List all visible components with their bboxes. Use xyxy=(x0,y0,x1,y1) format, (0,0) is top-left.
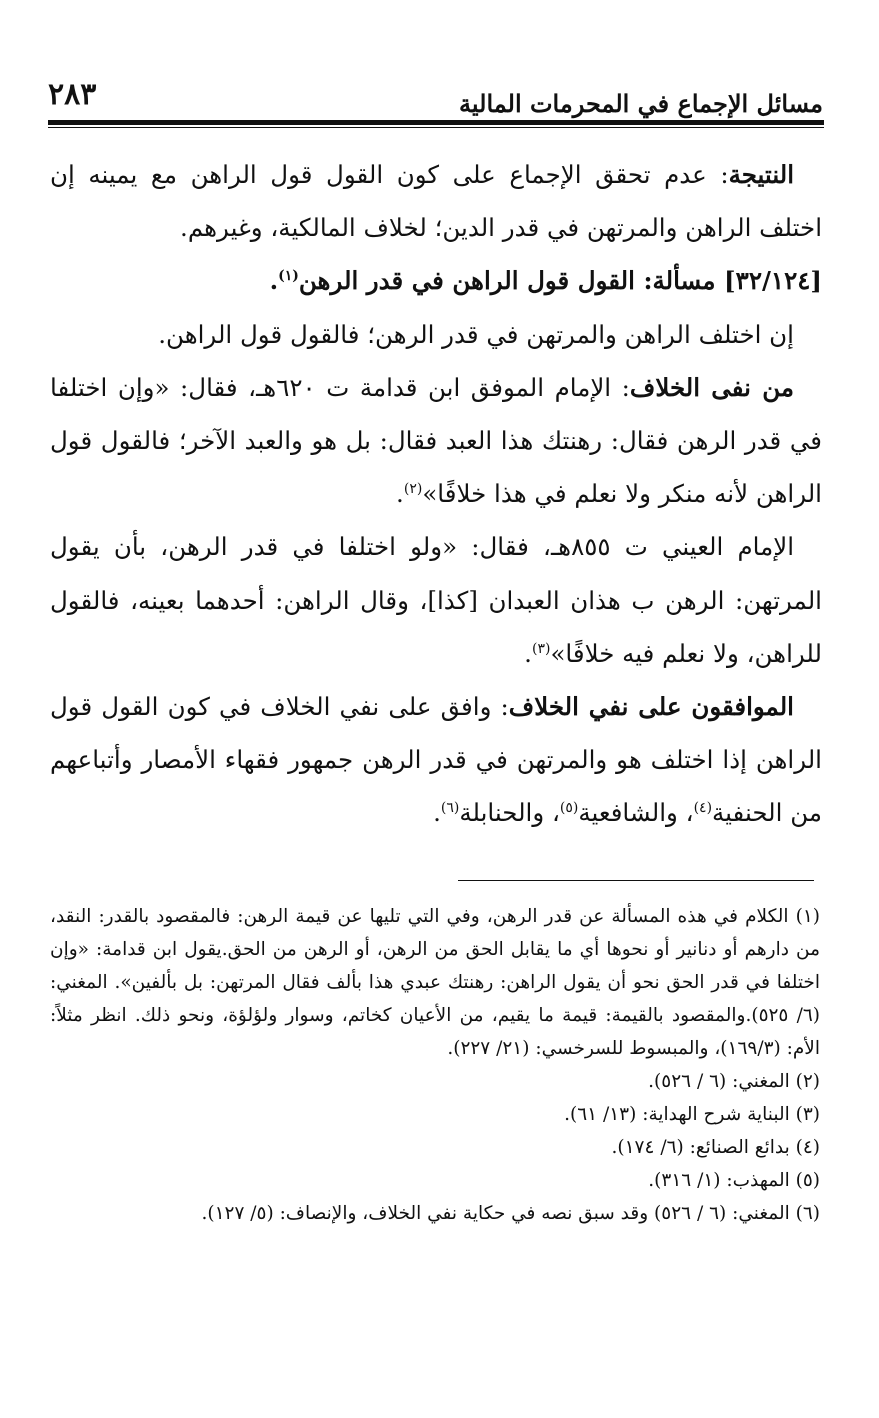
negators-paragraph xyxy=(50,361,822,521)
aini-paragraph xyxy=(50,520,822,680)
agreeing-paragraph xyxy=(50,680,822,840)
page-number: ٢٨٣ xyxy=(48,77,97,112)
aini-text: الإمام العيني ت ٨٥٥هـ، فقال: «ولو اختلفا في قدر الرهن، بأن يقول المرتهن: الرهن ب هذان العبدان [كذا]، وقال الراهن: أحدهما بعينه، فالقول للراهن، ولا نعلم فيه خلافًا» xyxy=(50,532,822,668)
footnote-ref-6: (٦) xyxy=(440,800,460,817)
footnote-1: (١) الكلام في هذه المسألة عن قدر الرهن، وفي التي تليها عن قيمة الرهن: فالمقصود بالقدر: النقد، من دارهم أو دنانير أو نحوها أي ما يقابل الحق من الرهن، أو الرهن من الحق.يقول ابن قدامة: «وإن اختلفا في قدر الحق نحو أن يقول الراهن: رهنتك عبدي هذا بألف فقال المرتهن: بل بألفين». المغني: (٦/ ٥٢٥).والمقصود بالقيمة: قيمة ما يقيم، من الأعيان كخاتم، وسوار ولؤلؤة، ونحو ذلك. انظر مثلاً: الأم: (١٦٩/٣)، والمبسوط للسرخسي: (٢١/ ٢٢٧). xyxy=(50,906,820,1059)
main-text xyxy=(50,148,822,840)
aini-end: . xyxy=(524,638,532,668)
footnote-separator xyxy=(458,880,814,881)
negators-text: : الإمام الموفق ابن قدامة ت ٦٢٠هـ، فقال: «وإن اختلفا في قدر الرهن فقال: رهنتك هذا العبد فقال: بل هو والعبد الآخر؛ فالقول قول الراهن لأنه منكر ولا نعلم في هذا خلافًا» xyxy=(50,372,822,509)
agreeing-text: : وافق على نفي الخلاف في كون القول قول الراهن إذا اختلف هو والمرتهن في قدر الرهن جمهور فقهاء الأمصار وأتباعهم من الحنفية xyxy=(50,692,822,828)
footnote-5: (٥) المهذب: (١/ ٣١٦). xyxy=(648,1170,820,1191)
result-paragraph xyxy=(50,148,822,254)
result-text: : عدم تحقق الإجماع على كون القول قول الراهن مع يمينه إن اختلف الراهن والمرتهن في قدر الدين؛ لخلاف المالكية، وغيرهم. xyxy=(50,160,822,243)
footnotes xyxy=(50,900,820,1230)
negators-end: . xyxy=(396,479,404,509)
agreeing-lead: الموافقون على نفي الخلاف xyxy=(508,692,794,722)
footnote-ref-4: (٤) xyxy=(693,800,713,817)
running-title: مسائل الإجماع في المحرمات المالية xyxy=(459,89,823,118)
footnote-ref-2: (٢) xyxy=(403,481,423,498)
result-lead: النتيجة xyxy=(728,160,794,189)
footnote-6: (٦) المغني: (٦ / ٥٢٦) وقد سبق نصه في حكاية نفي الخلاف، والإنصاف: (٥/ ١٢٧). xyxy=(201,1203,820,1224)
header-rule xyxy=(48,120,824,128)
negators-lead: من نفى الخلاف xyxy=(629,372,794,402)
agreeing-hanbali: ، والحنابلة xyxy=(459,798,560,828)
issue-end: . xyxy=(269,266,279,296)
agreeing-shafii: ، والشافعية xyxy=(578,798,694,828)
footnote-ref-5: (٥) xyxy=(559,800,579,817)
footnote-2: (٢) المغني: (٦ / ٥٢٦). xyxy=(648,1071,820,1092)
page-header xyxy=(48,78,823,118)
footnote-ref-1: (١) xyxy=(278,268,299,285)
issue-statement: إن اختلف الراهن والمرتهن في قدر الرهن؛ فالقول قول الراهن. xyxy=(158,319,794,349)
footnote-ref-3: (٣) xyxy=(531,640,551,657)
issue-heading xyxy=(50,254,822,307)
footnote-4: (٤) بدائع الصنائع: (٦/ ١٧٤). xyxy=(611,1137,820,1158)
issue-title: [٣٢/١٢٤] مسألة: القول قول الراهن في قدر الرهن xyxy=(298,266,822,296)
footnote-3: (٣) البناية شرح الهداية: (١٣/ ٦١). xyxy=(564,1104,820,1125)
agreeing-end: . xyxy=(433,798,441,828)
